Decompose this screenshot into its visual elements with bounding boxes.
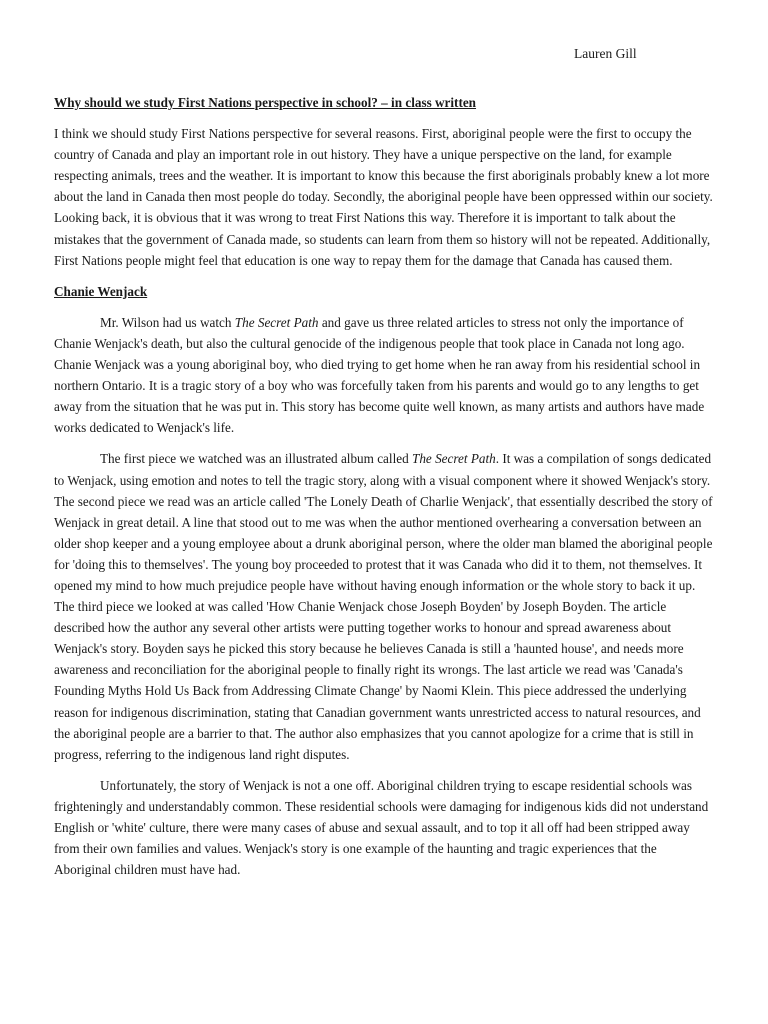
document-body <box>54 92 716 890</box>
work-title: The Secret Path <box>411 451 496 467</box>
intro-paragraph: I think we should study First Nations perspective for several reasons. First, aboriginal people were the first to occupy the country of Canada and play an important role in out history. They have a unique perspective on the land, for example respecting animals, trees and the weather. It is important to know this because the first aboriginals probably knew a lot more about the land in Canada then most people do today. Secondly, the aboriginal people have been oppressed within our society. Looking back, it is obvious that it was wrong to treat First Nations this way. Therefore it is important to talk about the mistakes that the government of Canada made, so students can learn from them so history will not be repeated. Additionally, First Nations people might feel that education is one way to repay them for the damage that Canada has caused them. <box>54 126 713 268</box>
document-title: Why should we study First Nations perspective in school? – in class written <box>54 95 477 110</box>
paragraph-conclusion: Unfortunately, the story of Wenjack is not a one off. Aboriginal children trying to escape residential schools was frighteningly and understandably common. These residential schools were damaging for indigenous kids did not understand English or 'white' culture, there were many cases of abuse and sexual assault, and to top it all off had been stripped away from their own families and values. Wenjack's story is one example of the haunting and tragic experiences that the Aboriginal children must have had. <box>54 777 709 878</box>
paragraph-text: Mr. Wilson had us watch <box>100 314 235 330</box>
paragraph-pieces <box>54 448 716 764</box>
paragraph-text: The first piece we watched was an illustrated album called <box>100 451 412 467</box>
section-heading: Chanie Wenjack <box>54 283 148 299</box>
paragraph-text: and gave us three related articles to stress not only the importance of Chanie Wenjack's death, but also the cultural genocide of the indigenous people that took place in Canada not long ago. Chanie Wenjack was a young aboriginal boy, who died trying to get home when he ran away from his residential school in northern Ontario. It is a tragic story of a boy who was forcefully taken from his parents and would go to any lengths to get away from the situation that he was put in. This story has become quite well known, as many artists and authors have made works dedicated to Wenjack's life. <box>54 314 705 436</box>
work-title: The Secret Path <box>234 314 319 330</box>
paragraph-text: . It was a compilation of songs dedicated to Wenjack, using emotion and notes to tell the tragic story, along with a visual component where it showed Wenjack's story. The second piece we read was an article called 'The Lonely Death of Charlie Wenjack', that essentially described the story of Wenjack in great detail. A line that stood out to me was when the author mentioned overhearing a conversation between an older shop keeper and a young employee about a drunk aboriginal person, where the older man blamed the aboriginal people for 'doing this to themselves'. The young boy proceeded to protest that it was Canada who did it to them, not themselves. It opened my mind to how much prejudice people have without having enough information or the whole story to back it up. The third piece we looked at was called 'How Chanie Wenjack chose Joseph Boyden' by Joseph Boyden. The article described how the author any several other artists were putting together works to honour and spread awareness about Wenjack's story. Boyden says he picked this story because he believes Canada is still a 'haunted house', and needs more awareness and reconciliation for the aboriginal people to finally right its wrongs. The last article we read was 'Canada's Founding Myths Hold Us Back from Addressing Climate Change' by Naomi Klein. This piece addressed the underlying reason for indigenous discrimination, stating that Canadian government wants unrestricted access to natural resources, and the aboriginal people are a barrier to that. The author also emphasizes that you cannot apologize for a crime that is still in progress, referring to the indigenous land right disputes. <box>54 451 713 762</box>
author-name: Lauren Gill <box>574 46 637 61</box>
paragraph-secret-path-intro <box>54 312 716 439</box>
